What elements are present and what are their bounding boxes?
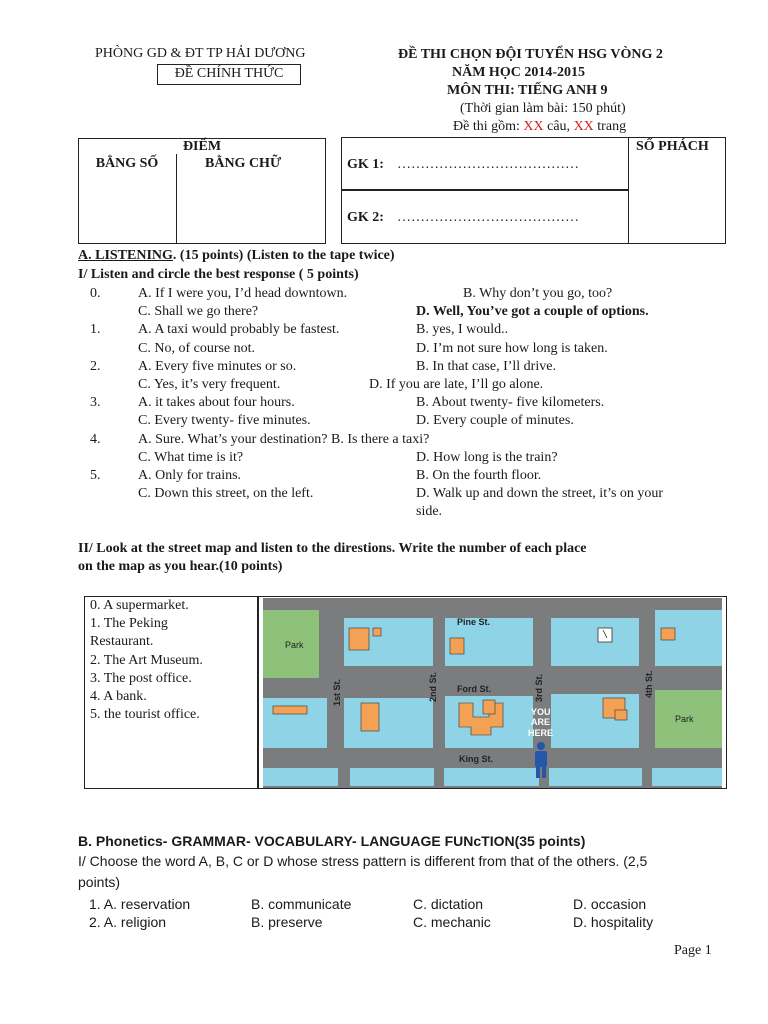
page-count-placeholder: XX (573, 119, 594, 134)
section-a-heading: A. LISTENING (78, 248, 173, 263)
q2-option-d: D. hospitality (573, 914, 654, 930)
place-item: 4. A bank. (90, 689, 147, 704)
department-name: PHÒNG GD & ĐT TP HẢI DƯƠNG (95, 46, 306, 61)
answer-option[interactable]: D. Walk up and down the street, it’s on your (416, 486, 664, 502)
answer-option[interactable]: D. Every couple of minutes. (416, 413, 574, 429)
park-right-label: Park (675, 714, 694, 724)
are-label: ARE (531, 717, 551, 727)
answer-option[interactable]: C. Shall we go there? (138, 304, 259, 320)
building (361, 703, 379, 731)
block (344, 698, 433, 748)
answer-option[interactable]: side. (416, 504, 443, 520)
block (263, 698, 327, 748)
street-label-2nd: 2nd St. (428, 671, 438, 702)
school-year: NĂM HỌC 2014-2015 (452, 65, 585, 80)
section-b-part1-line1: I/ Choose the word A, B, C or D whose stress pattern is different from that of the others. (2,5 (78, 853, 648, 869)
score-by-number-label: BẰNG SỐ (95, 156, 159, 171)
q2-option-c: C. mechanic (413, 914, 491, 930)
block-bottom (263, 768, 722, 786)
section-a-heading-rest: . (15 points) (Listen to the tape twice) (172, 248, 395, 263)
building (483, 700, 495, 714)
building (661, 628, 675, 640)
score-by-words-label: BẰNG CHỮ (205, 156, 282, 171)
street-label-1st: 1st St. (332, 678, 342, 706)
question-number: 0. (90, 286, 101, 301)
block (551, 618, 639, 666)
grader1-dots[interactable]: ………………………………… (397, 157, 579, 172)
answer-option[interactable]: A. Sure. What’s your destination? B. Is there a taxi? (138, 431, 430, 447)
answer-option[interactable]: C. What time is it? (138, 449, 244, 465)
answer-option[interactable]: B. Why don’t you go, too? (463, 286, 613, 301)
street-label-king: King St. (459, 754, 493, 764)
answer-option[interactable]: B. On the fourth floor. (416, 468, 542, 483)
answer-option[interactable]: C. No, of course not. (138, 340, 256, 356)
street-label-4th: 4th St. (644, 670, 654, 698)
answer-option[interactable]: D. I’m not sure how long is taken. (416, 340, 608, 356)
park-left-label: Park (285, 640, 304, 650)
pages-prefix: Đề thi gồm: (453, 119, 520, 134)
time-allowed: (Thời gian làm bài: 150 phút) (460, 101, 626, 116)
answer-option[interactable]: C. Down this street, on the left. (138, 486, 314, 502)
answer-option[interactable]: B. About twenty- five kilometers. (416, 395, 605, 411)
exam-title: ĐỀ THI CHỌN ĐỘI TUYỂN HSG VÒNG 2 (398, 47, 663, 62)
section-b-title: B. Phonetics- GRAMMAR- VOCABULARY- LANGUAGE FUNcTION(35 points) (78, 833, 586, 849)
question-number: 5. (90, 468, 101, 483)
building (615, 710, 627, 720)
part2-title-line2: on the map as you hear.(10 points) (78, 559, 283, 574)
answer-option[interactable]: B. In that case, I’ll drive. (416, 358, 556, 374)
q2-option-b: B. preserve (251, 914, 323, 930)
grader1-label: GK 1: (347, 157, 384, 172)
answer-option[interactable]: B. yes, I would.. (416, 322, 509, 338)
building (450, 638, 464, 654)
candidate-code-label: SỐ PHÁCH (636, 139, 709, 154)
score-divider (176, 154, 177, 244)
building-white (598, 628, 612, 642)
page-number: Page 1 (674, 943, 712, 958)
question-number: 1. (90, 322, 101, 338)
question-number: 4. (90, 431, 101, 447)
answer-option[interactable]: A. Every five minutes or so. (138, 358, 297, 374)
question-number: 3. (90, 395, 101, 411)
street-label-ford: Ford St. (457, 684, 491, 694)
answer-option[interactable]: C. Yes, it’s very frequent. (138, 377, 281, 392)
q1-option-b: B. communicate (251, 896, 352, 912)
q1-option-c: C. dictation (413, 896, 484, 912)
part2-title-line1: II/ Look at the street map and listen to the direstions. Write the number of each place (78, 541, 587, 556)
answer-option[interactable]: D. If you are late, I’ll go alone. (369, 377, 544, 392)
place-item: 3. The post office. (90, 670, 192, 686)
q1-option-d: D. occasion (573, 896, 647, 912)
part1-title: I/ Listen and circle the best response ( 5 points) (78, 267, 359, 282)
question-number: 2. (90, 358, 101, 374)
street-label-pine: Pine St. (457, 617, 491, 627)
answer-option[interactable]: D. Well, You’ve got a couple of options. (416, 304, 649, 320)
score-title: ĐIỂM (182, 139, 222, 154)
answer-option[interactable]: A. it takes about four hours. (138, 395, 295, 411)
block (551, 694, 639, 748)
building (349, 628, 369, 650)
grader2-dots[interactable]: ………………………………… (397, 210, 579, 225)
street-label-3rd: 3rd St. (534, 673, 544, 702)
grader2-label: GK 2: (347, 210, 384, 225)
place-item: Restaurant. (90, 634, 154, 650)
you-label: YOU (531, 707, 551, 717)
place-item: 5. the tourist office. (90, 707, 200, 723)
pages-mid: câu, (547, 119, 571, 134)
q1-option-a: 1. A. reservation (89, 896, 191, 912)
question-count-placeholder: XX (523, 119, 544, 134)
building (373, 628, 381, 636)
answer-option[interactable]: C. Every twenty- five minutes. (138, 413, 311, 429)
official-exam-label: ĐỀ CHÍNH THỨC (174, 66, 284, 81)
section-a-title (78, 248, 395, 264)
subject-line: MÔN THI: TIẾNG ANH 9 (447, 83, 608, 98)
pages-suffix: trang (597, 119, 627, 134)
answer-option[interactable]: A. If I were you, I’d head downtown. (138, 286, 348, 301)
place-item: 2. The Art Museum. (90, 652, 203, 668)
street-map (263, 598, 722, 788)
place-item: 1. The Peking (90, 616, 168, 632)
q2-option-a: 2. A. religion (89, 914, 167, 930)
answer-option[interactable]: A. Only for trains. (138, 468, 242, 483)
answer-option[interactable]: D. How long is the train? (416, 449, 558, 465)
place-item: 0. A supermarket. (90, 598, 189, 613)
exam-pages-line (453, 119, 626, 135)
section-b-part1-line2: points) (78, 874, 121, 890)
here-label: HERE (528, 728, 554, 738)
answer-option[interactable]: A. A taxi would probably be fastest. (138, 322, 340, 338)
building (273, 706, 307, 714)
